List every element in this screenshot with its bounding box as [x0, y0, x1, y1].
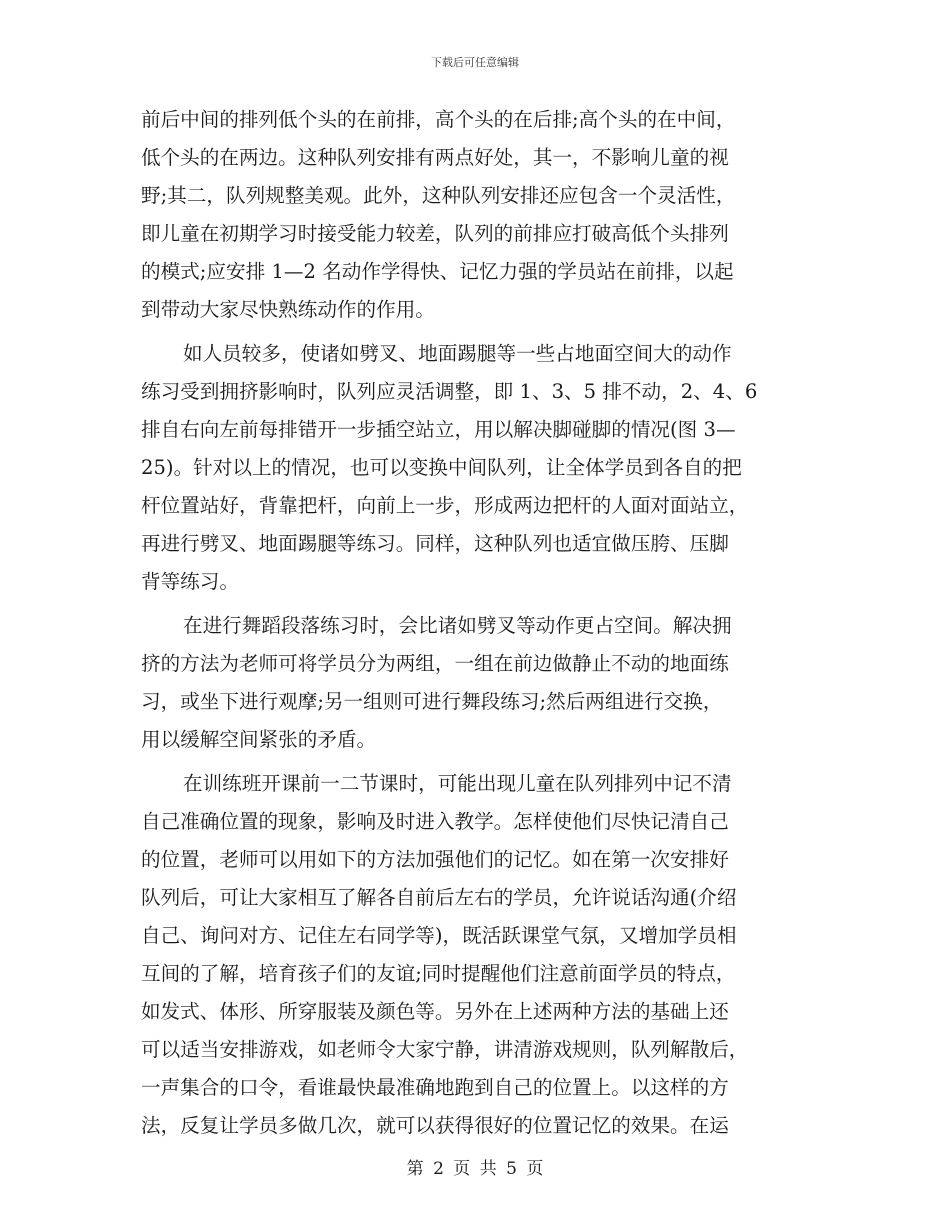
text-line: 挤的方法为老师可将学员分为两组，一组在前边做静止不动的地面练 [141, 652, 729, 675]
text-line: 法，反复让学员多做几次，就可以获得很好的位置记忆的效果。在运 [141, 1114, 729, 1137]
text-line: 自己准确位置的现象，影响及时进入教学。怎样使他们尽快记清自己 [141, 810, 729, 833]
text-line: 练习受到拥挤影响时，队列应灵活调整，即 1、3、5 排不动，2、4、6 [141, 380, 758, 403]
text-line: 野;其二，队列规整美观。此外，这种队列安排还应包含一个灵活性， [141, 184, 736, 207]
text-line: 如发式、体形、所穿服装及颜色等。另外在上述两种方法的基础上还 [141, 1000, 729, 1023]
page-header-note: 下载后可任意编辑 [431, 56, 519, 69]
text-line: 到带动大家尽快熟练动作的作用。 [141, 298, 435, 321]
page-number: 第 2 页 共 5 页 [406, 1159, 544, 1179]
text-line: 前后中间的排列低个头的在前排，高个头的在后排;高个头的在中间， [141, 108, 736, 131]
text-line: 如人员较多，使诸如劈叉、地面踢腿等一些占地面空间大的动作 [183, 342, 732, 365]
text-line: 杆位置站好，背靠把杆，向前上一步，形成两边把杆的人面对面站立， [141, 494, 749, 517]
text-line: 排自右向左前每排错开一步插空站立，用以解决脚碰脚的情况(图 3— [141, 418, 736, 441]
text-line: 即儿童在初期学习时接受能力较差，队列的前排应打破高低个头排列 [141, 222, 729, 245]
text-line: 的模式;应安排 1—2 名动作学得快、记忆力强的学员站在前排，以起 [141, 260, 734, 283]
text-line: 队列后，可让大家相互了解各自前后左右的学员，允许说话沟通(介绍 [141, 886, 737, 909]
text-line: 低个头的在两边。这种队列安排有两点好处，其一，不影响儿童的视 [141, 146, 729, 169]
text-line: 的位置，老师可以用如下的方法加强他们的记忆。如在第一次安排好 [141, 848, 729, 871]
paragraph [141, 607, 811, 759]
text-line: 用以缓解空间紧张的矛盾。 [141, 728, 377, 751]
text-line: 自己、询问对方、记住左右同学等)，既活跃课堂气氛，又增加学员相 [141, 924, 737, 947]
text-line: 25)。针对以上的情况，也可以变换中间队列，让全体学员到各自的把 [141, 456, 742, 479]
text-line: 在训练班开课前一二节课时，可能出现儿童在队列排列中记不清 [183, 772, 732, 795]
paragraph [141, 101, 811, 329]
document-body [141, 101, 811, 1145]
text-line: 互间的了解，培育孩子们的友谊;同时提醒他们注意前面学员的特点， [141, 962, 736, 985]
text-line: 一声集合的口令，看谁最快最准确地跑到自己的位置上。以这样的方 [141, 1076, 729, 1099]
text-line: 可以适当安排游戏，如老师令大家宁静，讲清游戏规则，队列解散后， [141, 1038, 749, 1061]
text-line: 背等练习。 [141, 570, 239, 593]
text-line: 再进行劈叉、地面踢腿等练习。同样，这种队列也适宜做压胯、压脚 [141, 532, 729, 555]
text-line: 习，或坐下进行观摩;另一组则可进行舞段练习;然后两组进行交换， [141, 690, 723, 713]
paragraph [141, 335, 811, 601]
text-line: 在进行舞蹈段落练习时，会比诸如劈叉等动作更占空间。解决拥 [183, 614, 732, 637]
paragraph [141, 765, 811, 1145]
